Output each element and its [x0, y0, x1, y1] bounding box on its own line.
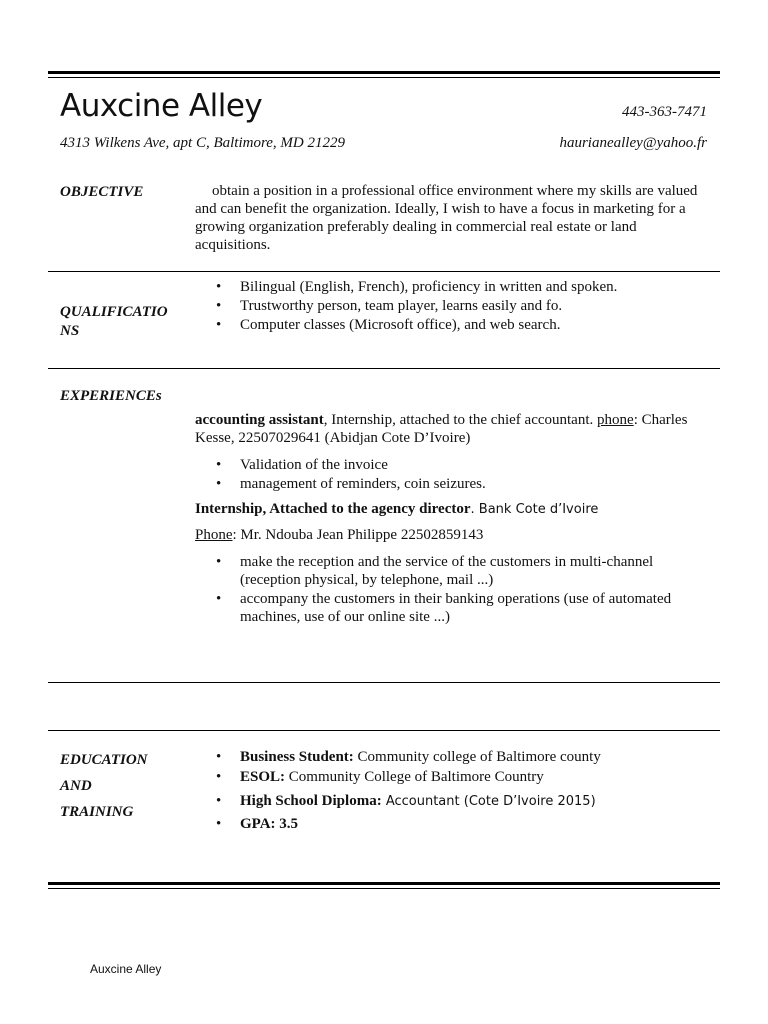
list-item: • Bilingual (English, French), proficiency in written and spoken.	[195, 278, 715, 296]
job2-phone: : Mr. Ndouba Jean Philippe 22502859143	[232, 527, 484, 543]
contact-address: 4313 Wilkens Ave, apt C, Baltimore, MD 21229	[60, 135, 345, 151]
job1-desc: , Internship, attached to the chief accountant.	[323, 412, 598, 428]
job2-duties	[195, 553, 715, 627]
qualifications-label: QUALIFICATIO NS	[60, 304, 168, 339]
qualifications-list	[195, 278, 715, 335]
list-item: • make the reception and the service of the customers in multi-channel (reception physical, by telephone, mail ...)	[195, 553, 715, 589]
section-divider	[48, 368, 720, 369]
list-item: • management of reminders, coin seizures.	[195, 475, 715, 493]
job2-phone-label: Phone	[195, 527, 233, 543]
list-item: • Validation of the invoice	[195, 456, 715, 474]
section-divider	[48, 271, 720, 272]
education-list	[195, 748, 715, 834]
job2-title: Internship, Attached to the agency director	[195, 501, 471, 517]
job2-desc: . Bank Cote d’Ivoire	[470, 502, 599, 517]
job1-phone-label: phone	[597, 412, 634, 428]
job1-duties	[195, 456, 715, 494]
job2-phone-line	[195, 526, 715, 544]
top-border-thick	[48, 71, 720, 74]
list-item: • Business Student: Community college of Baltimore county	[195, 748, 715, 766]
job1-phone: : Charles Kesse, 22507029641 (Abidjan Cote D’Ivoire)	[195, 412, 688, 446]
bottom-border-thin	[48, 888, 720, 889]
resume-name: Auxcine Alley	[60, 88, 263, 124]
education-label: EDUCATION AND TRAINING	[60, 752, 148, 820]
section-divider	[48, 682, 720, 683]
contact-phone: 443-363-7471	[622, 104, 707, 120]
footer-name: Auxcine Alley	[90, 962, 162, 976]
list-item: • Computer classes (Microsoft office), and web search.	[195, 316, 715, 334]
contact-email: haurianealley@yahoo.fr	[559, 135, 707, 151]
objective-text: obtain a position in a professional office environment where my skills are valued and can benefit the organization. Ideally, I wish to have a focus in marketing for a growing organization preferably dealing in commercial real estate or land acquisitions.	[195, 183, 698, 253]
bottom-border-thick	[48, 882, 720, 885]
section-divider	[48, 730, 720, 731]
list-item: • Trustworthy person, team player, learns easily and fo.	[195, 297, 715, 315]
list-item: • ESOL: Community College of Baltimore Country	[195, 768, 715, 786]
list-item: • GPA: 3.5	[195, 815, 715, 833]
list-item: • accompany the customers in their banking operations (use of automated machines, use of our online site ...)	[195, 590, 715, 626]
job1-heading	[195, 411, 715, 447]
list-item: • High School Diploma: Accountant (Cote D’Ivoire 2015)	[195, 792, 715, 811]
experiences-label: EXPERIENCEs	[60, 388, 162, 404]
top-border-thin	[48, 77, 720, 78]
objective-label: OBJECTIVE	[60, 184, 144, 200]
job2-heading	[195, 500, 715, 519]
job1-title: accounting assistant	[195, 412, 324, 428]
